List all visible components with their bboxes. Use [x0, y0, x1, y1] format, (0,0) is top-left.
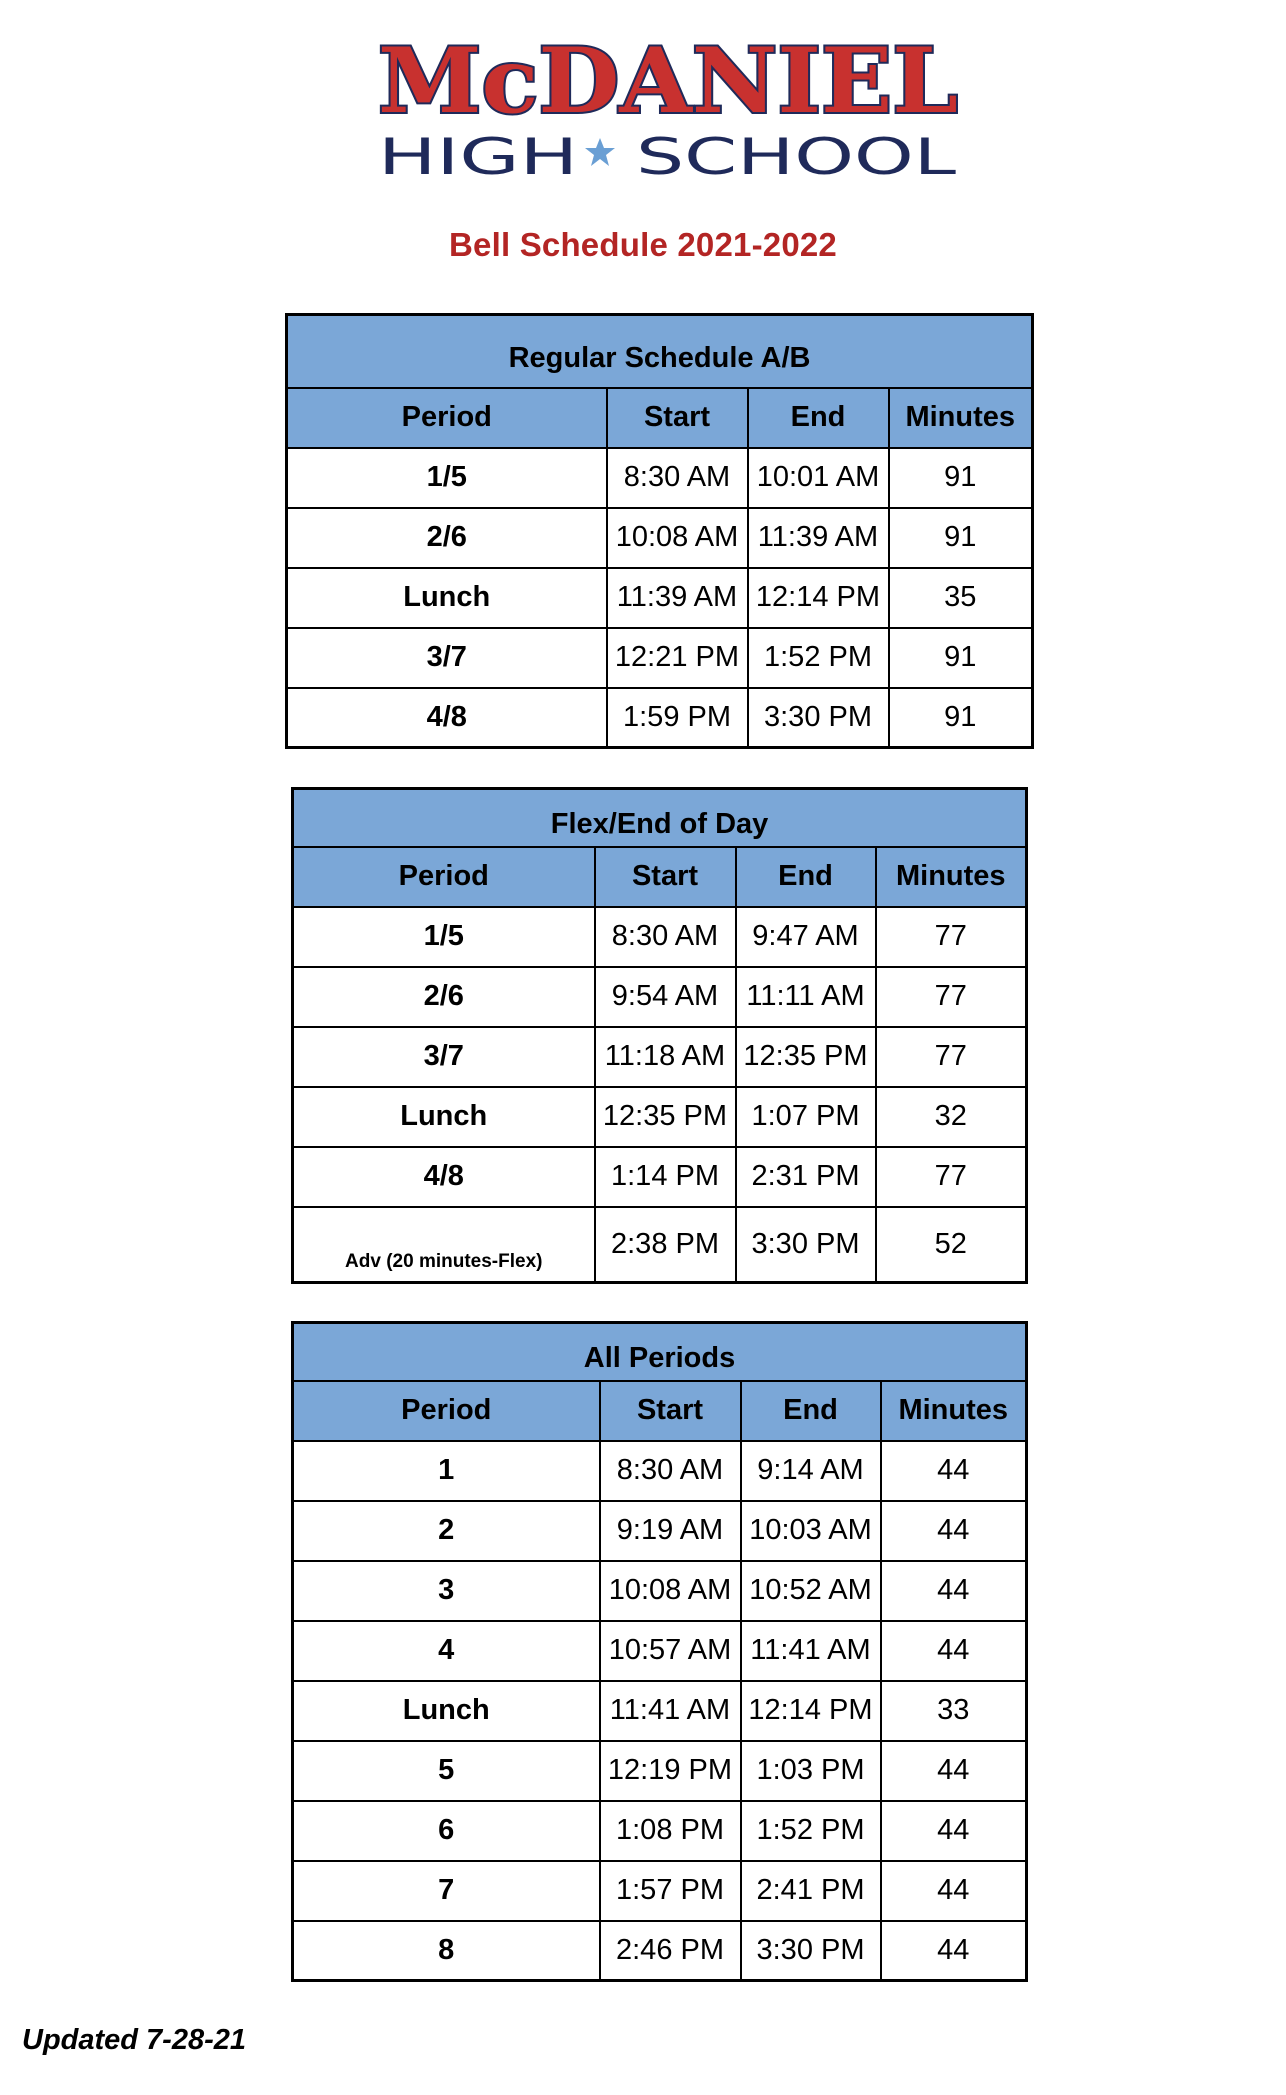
end-cell: 1:07 PM [736, 1087, 876, 1147]
period-cell: 3/7 [293, 1027, 595, 1087]
start-cell: 9:54 AM [595, 967, 736, 1027]
minutes-cell: 44 [881, 1441, 1027, 1501]
end-cell: 12:35 PM [736, 1027, 876, 1087]
period-cell: 5 [293, 1741, 600, 1801]
end-cell: 11:41 AM [741, 1621, 881, 1681]
minutes-cell: 52 [876, 1207, 1027, 1283]
period-cell: 4/8 [293, 1147, 595, 1207]
table-row [293, 1087, 1027, 1147]
table-row [293, 907, 1027, 967]
end-cell: 2:31 PM [736, 1147, 876, 1207]
period-cell: 4 [293, 1621, 600, 1681]
end-cell: 3:30 PM [741, 1921, 881, 1981]
minutes-cell: 33 [881, 1681, 1027, 1741]
start-cell: 12:19 PM [600, 1741, 741, 1801]
minutes-cell: 44 [881, 1921, 1027, 1981]
table-caption: Regular Schedule A/B [287, 315, 1033, 388]
period-cell: 6 [293, 1801, 600, 1861]
start-cell: 1:14 PM [595, 1147, 736, 1207]
period-cell: 7 [293, 1861, 600, 1921]
table-row [293, 1801, 1027, 1861]
end-cell: 11:11 AM [736, 967, 876, 1027]
updated-note: Updated 7-28-21 [22, 2024, 247, 2056]
column-header-end: End [748, 388, 889, 448]
table-row [287, 628, 1033, 688]
logo-graphic [368, 30, 968, 180]
logo-high: HIGH [378, 128, 578, 180]
flex-schedule-table [291, 787, 1028, 1284]
start-cell: 8:30 AM [607, 448, 748, 508]
period-cell: 2/6 [287, 508, 607, 568]
table-row [293, 1501, 1027, 1561]
end-cell: 11:39 AM [748, 508, 889, 568]
column-header-end: End [741, 1381, 881, 1441]
table-row [293, 967, 1027, 1027]
table-row [293, 1741, 1027, 1801]
start-cell: 8:30 AM [595, 907, 736, 967]
table-row [293, 1921, 1027, 1981]
minutes-cell: 91 [889, 508, 1033, 568]
period-cell: 3/7 [287, 628, 607, 688]
period-cell: 1/5 [293, 907, 595, 967]
star-icon [585, 138, 615, 166]
column-header-minutes: Minutes [889, 388, 1033, 448]
logo-school: SCHOOL [636, 128, 957, 180]
end-cell: 10:52 AM [741, 1561, 881, 1621]
end-cell: 12:14 PM [748, 568, 889, 628]
end-cell: 3:30 PM [748, 688, 889, 748]
end-cell: 1:52 PM [741, 1801, 881, 1861]
table-row [293, 1621, 1027, 1681]
table-row [293, 1441, 1027, 1501]
minutes-cell: 44 [881, 1741, 1027, 1801]
minutes-cell: 35 [889, 568, 1033, 628]
end-cell: 1:03 PM [741, 1741, 881, 1801]
minutes-cell: 77 [876, 907, 1027, 967]
period-cell: Lunch [287, 568, 607, 628]
column-header-period: Period [287, 388, 607, 448]
table-row [293, 1861, 1027, 1921]
column-header-start: Start [607, 388, 748, 448]
period-cell: Adv (20 minutes-Flex) [293, 1207, 595, 1283]
school-logo [368, 30, 968, 180]
minutes-cell: 32 [876, 1087, 1027, 1147]
table-caption: All Periods [293, 1323, 1027, 1381]
column-header-minutes: Minutes [881, 1381, 1027, 1441]
end-cell: 10:01 AM [748, 448, 889, 508]
column-header-start: Start [595, 847, 736, 907]
end-cell: 9:14 AM [741, 1441, 881, 1501]
period-cell: 2 [293, 1501, 600, 1561]
start-cell: 10:57 AM [600, 1621, 741, 1681]
minutes-cell: 77 [876, 1147, 1027, 1207]
table-row [293, 1027, 1027, 1087]
end-cell: 2:41 PM [741, 1861, 881, 1921]
minutes-cell: 77 [876, 1027, 1027, 1087]
period-cell: 8 [293, 1921, 600, 1981]
start-cell: 8:30 AM [600, 1441, 741, 1501]
period-cell: 2/6 [293, 967, 595, 1027]
minutes-cell: 44 [881, 1861, 1027, 1921]
table-row [293, 1207, 1027, 1283]
start-cell: 11:41 AM [600, 1681, 741, 1741]
start-cell: 10:08 AM [607, 508, 748, 568]
table-row [293, 1681, 1027, 1741]
end-cell: 12:14 PM [741, 1681, 881, 1741]
column-header-period: Period [293, 847, 595, 907]
start-cell: 1:08 PM [600, 1801, 741, 1861]
period-cell: 1/5 [287, 448, 607, 508]
minutes-cell: 77 [876, 967, 1027, 1027]
all-periods-table [291, 1321, 1028, 1982]
end-cell: 10:03 AM [741, 1501, 881, 1561]
table-row [287, 568, 1033, 628]
minutes-cell: 91 [889, 448, 1033, 508]
period-cell: 4/8 [287, 688, 607, 748]
table-row [287, 688, 1033, 748]
minutes-cell: 91 [889, 688, 1033, 748]
start-cell: 12:35 PM [595, 1087, 736, 1147]
start-cell: 12:21 PM [607, 628, 748, 688]
minutes-cell: 91 [889, 628, 1033, 688]
table-row [293, 1561, 1027, 1621]
column-header-start: Start [600, 1381, 741, 1441]
minutes-cell: 44 [881, 1801, 1027, 1861]
period-cell: Lunch [293, 1087, 595, 1147]
period-cell: 1 [293, 1441, 600, 1501]
minutes-cell: 44 [881, 1621, 1027, 1681]
start-cell: 2:46 PM [600, 1921, 741, 1981]
start-cell: 2:38 PM [595, 1207, 736, 1283]
regular-schedule-table [285, 313, 1034, 749]
end-cell: 1:52 PM [748, 628, 889, 688]
column-header-end: End [736, 847, 876, 907]
period-cell: Lunch [293, 1681, 600, 1741]
page-title: Bell Schedule 2021-2022 [449, 226, 837, 263]
start-cell: 11:18 AM [595, 1027, 736, 1087]
start-cell: 1:59 PM [607, 688, 748, 748]
start-cell: 11:39 AM [607, 568, 748, 628]
end-cell: 3:30 PM [736, 1207, 876, 1283]
logo-name: McDANIEL [378, 30, 959, 134]
end-cell: 9:47 AM [736, 907, 876, 967]
table-row [293, 1147, 1027, 1207]
start-cell: 9:19 AM [600, 1501, 741, 1561]
minutes-cell: 44 [881, 1561, 1027, 1621]
minutes-cell: 44 [881, 1501, 1027, 1561]
start-cell: 1:57 PM [600, 1861, 741, 1921]
column-header-period: Period [293, 1381, 600, 1441]
start-cell: 10:08 AM [600, 1561, 741, 1621]
table-row [287, 448, 1033, 508]
column-header-minutes: Minutes [876, 847, 1027, 907]
period-cell: 3 [293, 1561, 600, 1621]
table-row [287, 508, 1033, 568]
table-caption: Flex/End of Day [293, 789, 1027, 847]
